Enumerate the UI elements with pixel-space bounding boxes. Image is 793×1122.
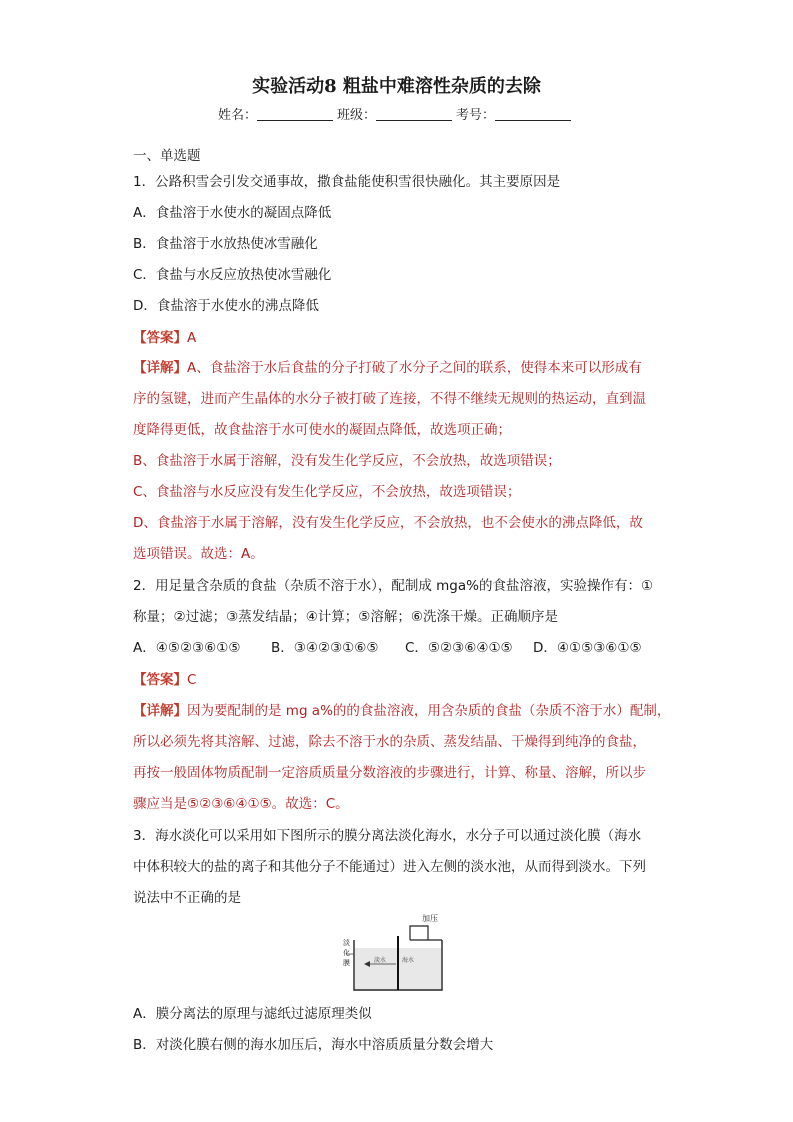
q2-detail-line: 骤应当是⑤②③⑥④①⑤。故选：C。 (133, 796, 349, 812)
sea-water-label: 海水 (402, 957, 415, 964)
q3-stem: 说法中不正确的是 (133, 890, 241, 906)
answer-value: A (187, 330, 197, 346)
q1-detail-line: 【详解】A、食盐溶于水后食盐的分子打破了水分子之间的联系，使得本来可以形成有 (133, 360, 642, 376)
q1-detail-line: 度降得更低，故食盐溶于水可使水的凝固点降低，故选项正确； (133, 422, 511, 438)
q2-detail-line: 再按一般固体物质配制一定溶质质量分数溶液的步骤进行，计算、称量、溶解，所以步 (133, 765, 646, 781)
q3-stem: 3．海水淡化可以采用如下图所示的膜分离法淡化海水，水分子可以通过淡化膜（海水 (133, 828, 642, 844)
name-label: 姓名： (217, 108, 257, 123)
piston-column (410, 926, 428, 940)
section-heading: 一、单选题 (133, 148, 201, 164)
q2-stem: 2．用足量含杂质的食盐（杂质不溶于水），配制成 mga%的食盐溶液，实验操作有：① (133, 578, 654, 594)
q3-option-b: B．对淡化膜右侧的海水加压后，海水中溶质质量分数会增大 (133, 1037, 494, 1053)
q1-detail-line: C、食盐溶与水反应没有发生化学反应，不会放热，故选项错误； (133, 484, 521, 500)
q1-option-c: C．食盐与水反应放热使冰雪融化 (133, 267, 332, 283)
membrane-label: 淡 (343, 939, 350, 947)
q2-option-d: D．④①⑤③⑥①⑤ (533, 640, 642, 656)
class-label: 班级： (336, 108, 376, 123)
q2-option-c: C．⑤②③⑥④①⑤ (405, 640, 513, 656)
answer-value: C (187, 672, 197, 688)
q2-options (133, 638, 693, 658)
membrane-label: 化 (343, 949, 350, 957)
q2-detail-line: 所以必须先将其溶解、过滤，除去不溶于水的杂质、蒸发结晶、干燥得到纯净的食盐， (133, 734, 646, 750)
q3-stem: 中体积较大的盐的离子和其他分子不能通过）进入左侧的淡水池，从而得到淡水。下列 (133, 859, 646, 875)
q3-option-a: A．膜分离法的原理与滤纸过滤原理类似 (133, 1006, 372, 1022)
membrane-desalination-diagram (340, 912, 450, 994)
pressure-label: 加压 (422, 914, 438, 923)
class-blank[interactable] (376, 106, 452, 121)
exam-label: 考号： (456, 108, 496, 123)
detail-tag: 【详解】 (133, 703, 187, 719)
q2-stem: 称量；②过滤；③蒸发结晶；④计算；⑤溶解；⑥洗涤干燥。正确顺序是 (133, 609, 559, 625)
q1-option-a: A．食盐溶于水使水的凝固点降低 (133, 205, 332, 221)
q2-option-b: B．③④②③①⑥⑤ (271, 640, 379, 656)
answer-tag: 【答案】 (133, 672, 187, 688)
detail-tag: 【详解】 (133, 360, 187, 376)
q1-detail-line: D、食盐溶于水属于溶解，没有发生化学反应，不会放热，也不会使水的沸点降低，故 (133, 515, 643, 531)
q1-detail-line: 选项错误。故选：A。 (133, 546, 264, 562)
student-info (0, 104, 793, 123)
q1-detail-line: B、食盐溶于水属于溶解，没有发生化学反应，不会放热，故选项错误； (133, 453, 561, 469)
answer-tag: 【答案】 (133, 330, 187, 346)
q1-detail-line: 序的氢键，进而产生晶体的水分子被打破了连接，不得不继续无规则的热运动，直到温 (133, 391, 646, 407)
q2-detail-line: 【详解】因为要配制的是 mg a%的的食盐溶液，用含杂质的食盐（杂质不溶于水）配制， (133, 703, 671, 719)
page-title: 实验活动8 粗盐中难溶性杂质的去除 (252, 76, 541, 97)
exam-blank[interactable] (495, 106, 571, 121)
name-blank[interactable] (257, 106, 333, 121)
membrane-label: 膜 (343, 959, 350, 967)
q2-answer (133, 670, 693, 690)
fresh-water-label: 淡水 (374, 957, 387, 964)
q1-answer (133, 328, 693, 348)
q1-option-d: D．食盐溶于水使水的沸点降低 (133, 298, 319, 314)
q2-option-a: A．④⑤②③⑥①⑤ (133, 640, 241, 656)
q1-stem: 1．公路积雪会引发交通事故，撒食盐能使积雪很快融化。其主要原因是 (133, 174, 561, 190)
q1-option-b: B．食盐溶于水放热使冰雪融化 (133, 236, 318, 252)
